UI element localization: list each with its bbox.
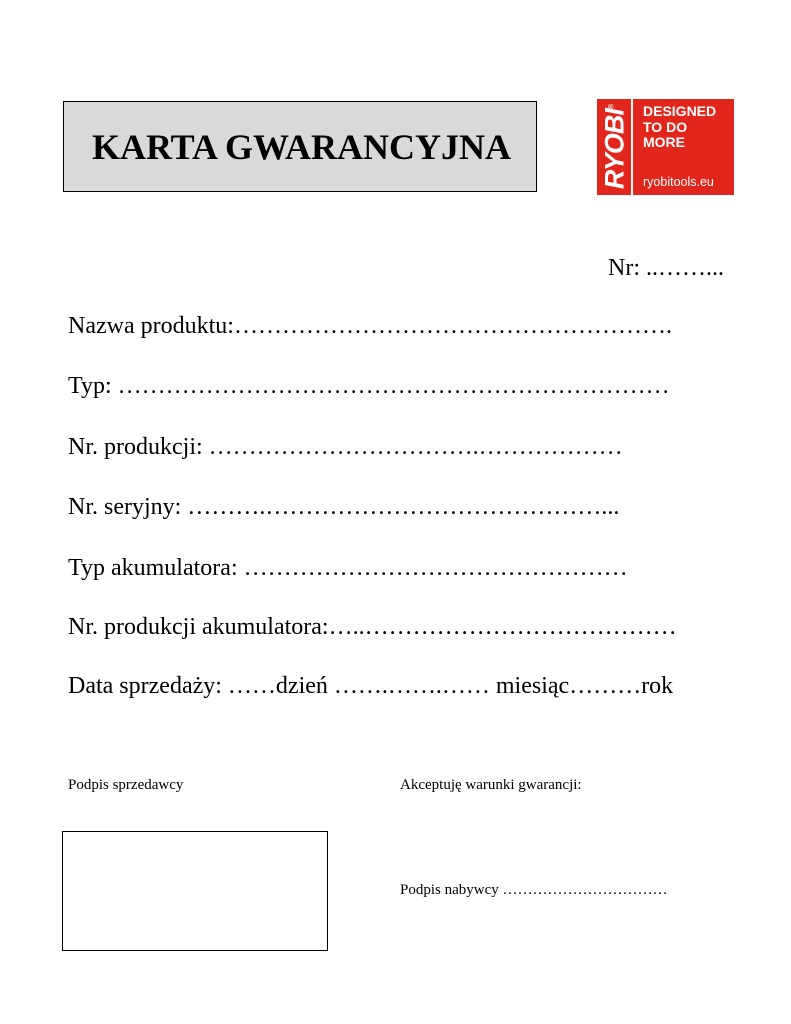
logo-brand-column xyxy=(597,99,633,195)
production-number-field: Nr. produkcji: …………………………….……………… xyxy=(68,434,623,460)
seller-signature-label: Podpis sprzedawcy xyxy=(68,777,184,793)
logo-slogan-line: TO DO xyxy=(643,118,688,135)
logo-url: ryobitools.eu xyxy=(643,175,714,189)
sale-date-field: Data sprzedaży: ……dzień …….…….…… miesiąc………rok xyxy=(68,673,674,699)
seller-signature-box xyxy=(62,831,328,951)
logo-slogan-line: DESIGNED xyxy=(643,103,717,119)
card-number-field: Nr: ..……... xyxy=(608,255,724,281)
accept-terms-label: Akceptuję warunki gwarancji: xyxy=(400,777,582,793)
serial-number-field: Nr. seryjny: ……….……………………………………... xyxy=(68,494,620,520)
logo-slogan-line: MORE xyxy=(643,134,685,150)
buyer-signature-field: Podpis nabywcy …………………………… xyxy=(400,882,668,898)
title-box xyxy=(63,101,537,192)
logo-slogan xyxy=(643,104,716,151)
battery-type-field: Typ akumulatora: ………………………………………… xyxy=(68,555,628,581)
product-name-field: Nazwa produktu:………………………………………………. xyxy=(68,313,672,339)
ryobi-logo xyxy=(597,99,734,195)
document-title: KARTA GWARANCYJNA xyxy=(91,126,512,167)
logo-brand: RYOBI® xyxy=(599,104,630,190)
type-field: Typ: …………………………………………………………… xyxy=(68,373,670,399)
battery-production-number-field: Nr. produkcji akumulatora:…..………………………………… xyxy=(68,614,677,640)
